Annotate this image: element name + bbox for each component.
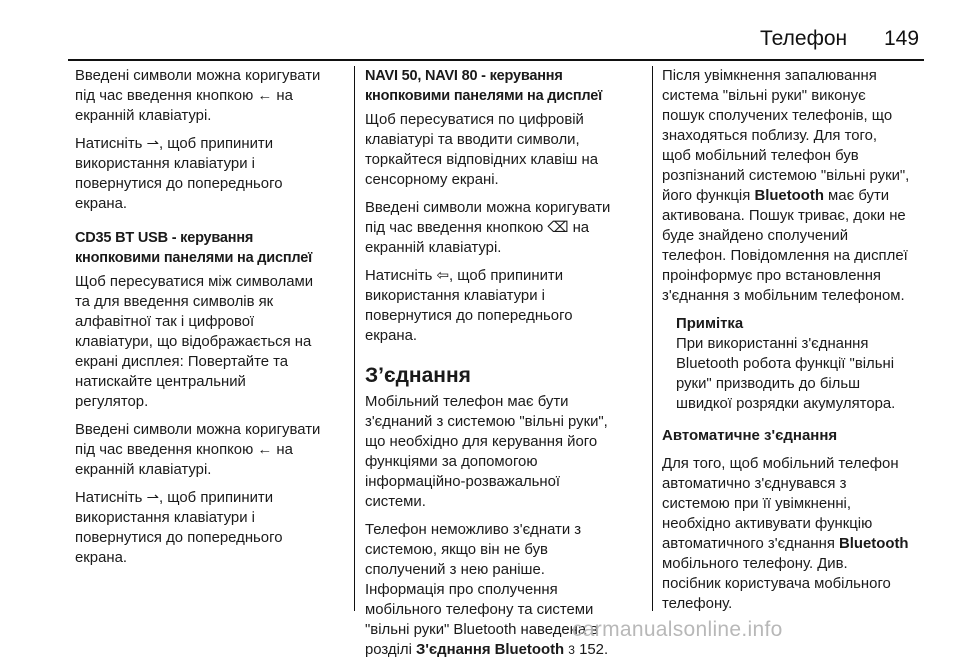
text-line: екранній клавіатурі. xyxy=(75,108,212,124)
text-line: екрані дисплея: Повертайте та xyxy=(75,354,289,370)
page-header-title: Телефон xyxy=(760,27,848,50)
page-number: 149 xyxy=(884,27,920,50)
text-line: екранній клавіатурі. xyxy=(365,240,502,256)
paragraph-lines xyxy=(662,206,934,306)
text-line: кнопковими панелями на дисплеї xyxy=(365,88,602,104)
text-line: екрана. xyxy=(75,550,128,566)
text-line: руки" призводить до більш xyxy=(676,376,861,392)
text: має бути xyxy=(823,188,890,204)
text-line: Щоб пересуватися між символами xyxy=(75,274,314,290)
watermark: carmanualsonline.info xyxy=(572,618,783,641)
subheading xyxy=(75,228,351,268)
paragraph xyxy=(365,198,641,258)
text-line: Натисніть ⇦, щоб припинити xyxy=(365,268,564,284)
paragraph xyxy=(365,392,641,512)
paragraph xyxy=(75,420,351,480)
paragraph xyxy=(365,266,641,346)
text-line: екрана. xyxy=(75,196,128,212)
paragraph-lines xyxy=(662,554,934,614)
column-1 xyxy=(75,66,351,576)
text-line: знаходяться поблизу. Для того, xyxy=(662,128,878,144)
text-line: Мобільний телефон має бути xyxy=(365,394,569,410)
text-line: щоб мобільний телефон був xyxy=(662,148,859,164)
text-line: телефону. xyxy=(662,596,733,612)
subheading xyxy=(365,66,641,106)
text-line: кнопковими панелями на дисплеї xyxy=(75,250,312,266)
bold-term: Bluetooth xyxy=(754,188,824,204)
text-line: швидкої розрядки акумулятора. xyxy=(676,396,896,412)
text-line: Натисніть ⇀, щоб припинити xyxy=(75,136,274,152)
text-line: екранній клавіатурі. xyxy=(75,462,212,478)
text-line: використання клавіатури і xyxy=(75,510,255,526)
text-line: системою при її увімкненні, xyxy=(662,496,851,512)
paragraph xyxy=(365,110,641,190)
text-line: повернутися до попереднього xyxy=(75,530,283,546)
text-line: Введені символи можна коригувати xyxy=(365,200,611,216)
note-body xyxy=(676,334,934,414)
text-line: під час введення кнопкою ← на xyxy=(75,88,293,104)
text-line: під час введення кнопкою ← на xyxy=(75,442,293,458)
column-divider xyxy=(652,66,653,611)
text-line: CD35 BT USB - керування xyxy=(75,230,254,246)
section-heading: Автоматичне з'єднання xyxy=(662,427,838,444)
text-line: що необхідно для керування його xyxy=(365,434,598,450)
cross-reference-link[interactable]: З'єднання Bluetooth xyxy=(416,642,565,658)
text-line: сполучений з нею раніше. xyxy=(365,562,545,578)
note-box xyxy=(676,314,934,414)
text-line: екрана. xyxy=(365,328,418,344)
text-line: системи. xyxy=(365,494,426,510)
text-line: використання клавіатури і xyxy=(75,156,255,172)
text-line: пошук сполучених телефонів, що xyxy=(662,108,893,124)
text-line: необхідно активувати функцію xyxy=(662,516,873,532)
text-line: Натисніть ⇀, щоб припинити xyxy=(75,490,274,506)
header-rule xyxy=(68,59,924,61)
text-line: автоматично з'єднувався з xyxy=(662,476,847,492)
paragraph xyxy=(75,66,351,126)
text-line: буде знайдено сполучений xyxy=(662,228,849,244)
text-line: торкайтеся відповідних клавіш на xyxy=(365,152,598,168)
text-line: інформаційно-розважальної xyxy=(365,474,561,490)
text-line: використання клавіатури і xyxy=(365,288,545,304)
text-line: сенсорному екрані. xyxy=(365,172,499,188)
text: його функція xyxy=(662,188,755,204)
paragraph xyxy=(75,134,351,214)
text-line: клавіатури, що відображається на xyxy=(75,334,312,350)
column-3 xyxy=(662,66,934,622)
text-line: мобільного телефону та системи xyxy=(365,602,594,618)
paragraph xyxy=(75,272,351,412)
text-line: Після увімкнення запалювання xyxy=(662,68,877,84)
text-line: активована. Пошук триває, доки не xyxy=(662,208,906,224)
text-line: клавіатурі та вводити символи, xyxy=(365,132,580,148)
text-line: проінформує про встановлення xyxy=(662,268,881,284)
note-title: Примітка xyxy=(676,316,744,332)
text-line: "вільні руки" Bluetooth наведена в xyxy=(365,622,599,638)
text-line: розпізнаний системою "вільні руки", xyxy=(662,168,910,184)
text-line: мобільного телефону. Див. xyxy=(662,556,848,572)
text-line: посібник користувача мобільного xyxy=(662,576,891,592)
text-line: натискайте центральний xyxy=(75,374,246,390)
text-line: Інформація про сполучення xyxy=(365,582,558,598)
paragraph xyxy=(662,66,934,306)
paragraph-lines xyxy=(662,66,934,186)
text-line: з'єднання з мобільним телефоном. xyxy=(662,288,905,304)
text-line: системою, якщо він не був xyxy=(365,542,548,558)
section-heading: З’єднання xyxy=(365,364,471,387)
text-line: повернутися до попереднього xyxy=(365,308,573,324)
page-ref-number: 152. xyxy=(574,642,609,658)
column-2 xyxy=(365,66,641,668)
text-line: з'єднаний з системою "вільні руки", xyxy=(365,414,608,430)
column-divider xyxy=(354,66,355,611)
bold-term: Bluetooth xyxy=(839,536,909,552)
paragraph-lines xyxy=(662,454,934,534)
text-line: під час введення кнопкою ⌫ на xyxy=(365,220,590,236)
paragraph xyxy=(662,454,934,614)
text-line: Щоб пересуватися по цифровій xyxy=(365,112,584,128)
text: розділі xyxy=(365,642,417,658)
text-line: система "вільні руки" виконує xyxy=(662,88,866,104)
text-line: Bluetooth робота функції "вільні xyxy=(676,356,895,372)
text-line: алфавітної так і цифрової xyxy=(75,314,255,330)
page-ref-icon: 3 xyxy=(568,643,575,657)
text-line: Введені символи можна коригувати xyxy=(75,68,321,84)
text-line: та для введення символів як xyxy=(75,294,274,310)
text-line: NAVI 50, NAVI 80 - керування xyxy=(365,68,563,84)
text-line: Для того, щоб мобільний телефон xyxy=(662,456,899,472)
text-line: Введені символи можна коригувати xyxy=(75,422,321,438)
text-line: телефон. Повідомлення на дисплеї xyxy=(662,248,908,264)
text-line: повернутися до попереднього xyxy=(75,176,283,192)
paragraph xyxy=(75,488,351,568)
text-line: Телефон неможливо з'єднати з xyxy=(365,522,582,538)
text-line: функціями за допомогою xyxy=(365,454,538,470)
text-line: При використанні з'єднання xyxy=(676,336,869,352)
text-line: регулятор. xyxy=(75,394,149,410)
text: автоматичного з'єднання xyxy=(662,536,840,552)
